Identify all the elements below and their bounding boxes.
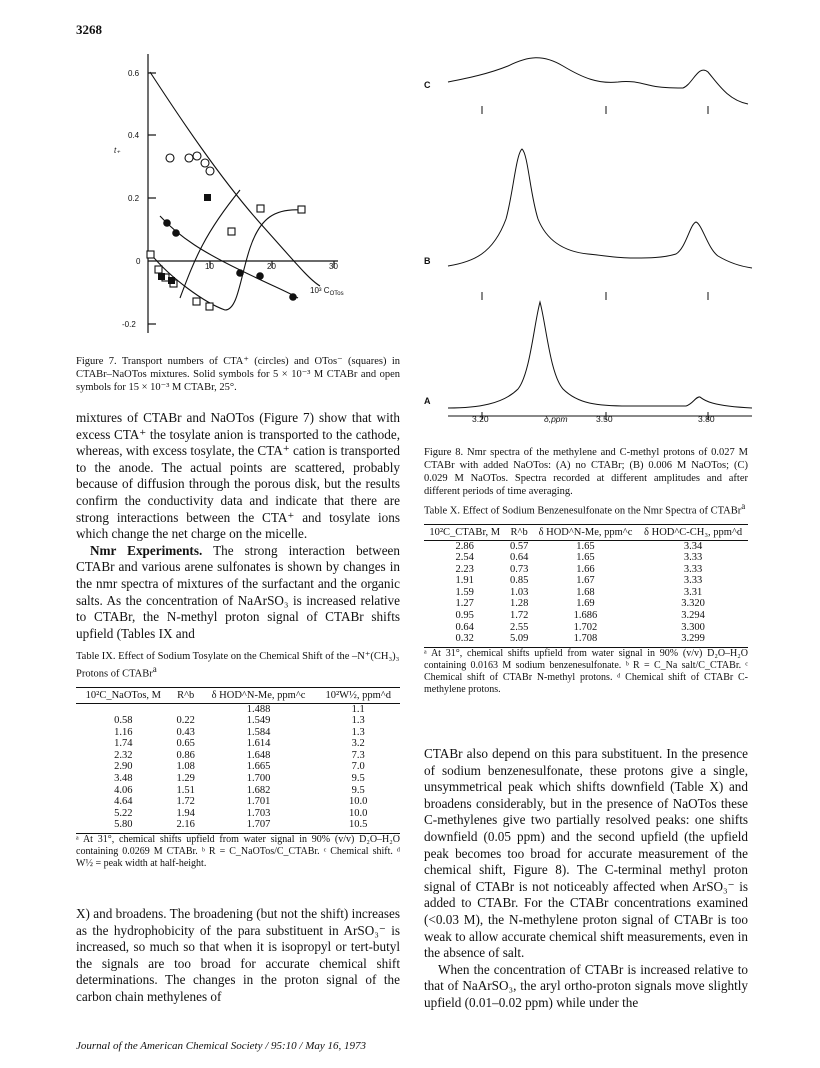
journal-footer: Journal of the American Chemical Society / 95:10 / May 16, 1973 [76, 1040, 367, 1052]
table-cell: 7.3 [351, 749, 365, 761]
table-cell: 0.86 [176, 749, 195, 761]
column-header: R^b [510, 526, 528, 538]
table-cell: 1.549 [246, 715, 271, 727]
column-header: 10²W½, ppm^d [325, 689, 391, 701]
table-cell: 1.665 [246, 761, 271, 773]
table-cell: 3.299 [681, 633, 705, 645]
left-column-lower [76, 906, 400, 1006]
table-cell: 1.700 [246, 773, 271, 785]
table-cell: 1.686 [573, 610, 598, 622]
table-cell: 1.702 [573, 621, 598, 633]
table-cell: 3.48 [114, 773, 133, 785]
table-row [76, 796, 400, 808]
x-tick-3.50: 3.50 [596, 414, 613, 424]
table-row [76, 808, 400, 820]
table-cell [171, 703, 201, 715]
table-row [424, 587, 748, 599]
table-cell: 5.09 [509, 633, 529, 645]
table-row [76, 819, 400, 831]
table-cell: 0.73 [509, 563, 529, 575]
table-cell [76, 703, 171, 715]
table-cell: 1.701 [246, 796, 271, 808]
paragraph: Nmr Experiments. The strong interaction between CTABr and various arene sulfonates is shown by changes in the nmr spectra of mixtures of the surfactant and the organic salts. As the concentration of NaArSO₃ is increased relative to CTABr, the N-methyl proton signal of CTABr shifts upfield (Tables IX and [76, 542, 401, 641]
x-tick-20: 20 [267, 262, 276, 271]
table-cell: 0.95 [455, 610, 474, 622]
column-header: δ HOD^N-Me, ppm^c [211, 689, 306, 701]
column-header: δ HOD^C-CH₃, ppm^d [644, 526, 743, 538]
figure-8-caption: Figure 8. Nmr spectra of the methylene and C-methyl protons of 0.027 M CTABr with added NaOTos: (A) no CTABr; (B) 0.006 M NaOTos; (C) 0.029 M NaOTos. Spectra recorded at different amplitudes and after different periods of time averaging. [424, 447, 748, 497]
table-cell: 9.5 [351, 784, 365, 796]
table-cell: 3.33 [683, 563, 703, 575]
table-cell: 0.43 [176, 726, 195, 738]
table-ix-footnote: ᵃ At 31°, chemical shifts upfield from water signal in 90% (v/v) D₂O–H₂O containing 0.0269 M CTABr. ᵇ R = C_NaOTos/C_CTABr. ᶜ Chemical shift. ᵈ W½ = peak width at half-height. [76, 834, 400, 870]
table-ix-data [76, 687, 400, 832]
table-cell: 0.65 [176, 738, 195, 750]
column-header: δ HOD^N-Me, ppm^c [538, 526, 633, 538]
table-cell: 3.320 [681, 598, 705, 610]
table-x [424, 500, 748, 697]
figure-8-spectra [418, 44, 758, 424]
y-axis-label: t₊ [114, 146, 121, 155]
table-cell: 2.90 [114, 761, 133, 773]
x-tick-30: 30 [329, 262, 338, 271]
table-row [76, 703, 400, 715]
y-tick-0.6: 0.6 [128, 69, 140, 78]
table-cell: 1.72 [509, 610, 529, 622]
table-row [424, 633, 748, 645]
table-cell: 1.03 [509, 586, 529, 598]
table-cell: 1.69 [576, 598, 595, 610]
table-ix-title: Table IX. Effect of Sodium Tosylate on the Chemical Shift of the –N⁺(CH₃)₃ Protons of CTABr$^a$ [76, 651, 400, 680]
table-cell: 1.65 [576, 540, 595, 552]
table-cell: 1.94 [176, 807, 195, 819]
table-cell: 1.66 [576, 563, 595, 575]
table-cell: 3.33 [683, 575, 703, 587]
table-row [76, 761, 400, 773]
table-cell: 2.54 [455, 552, 474, 564]
table-ix [76, 650, 400, 871]
table-cell: 10.0 [349, 796, 368, 808]
table-cell: 1.91 [455, 575, 474, 587]
figure-7-caption: Figure 7. Transport numbers of CTA⁺ (circles) and OTos⁻ (squares) in CTABr–NaOTos mixtures. Solid symbols for 5 × 10⁻³ M CTABr and open symbols for 15 × 10⁻³ M CTABr, 25°. [76, 356, 401, 393]
table-cell: 1.584 [246, 726, 271, 738]
table-cell: 1.682 [246, 784, 271, 796]
y-tick-0.2: 0.2 [128, 194, 140, 203]
table-cell: 10.5 [349, 819, 368, 831]
table-row [424, 575, 748, 587]
table-cell: 5.80 [114, 819, 133, 831]
table-row [424, 564, 748, 576]
left-column-upper [76, 410, 400, 642]
trace-label-c: C [424, 80, 431, 90]
table-cell: 9.5 [351, 773, 365, 785]
x-axis-label: 10³ $C_{OTos}$ [310, 286, 344, 297]
table-cell: 1.3 [351, 726, 365, 738]
table-cell: 4.06 [114, 784, 133, 796]
paragraph: CTABr also depend on this para substituent. In the presence of sodium benzenesulfonate, these protons give a single, unsymmetrical peak which shifts downfield (Table X) and broadens considerably, but in the presence of NaOTos these C-methylenes give two partially resolved peaks: one shifts downfield (0.05 ppm) and the second upfield (the upfield peak becomes too broad for accurate measurement of the chemical shift, Figure 8). The C-terminal methyl proton signal of CTABr is not noticeably affected when ArSO₃⁻ is added to CTABr. For the CTABr concentrations examined (<0.03 M), the N-methylene proton signal of CTABr is too weak to allow accurate chemical shift measurements, even in the absence of salt. [424, 746, 748, 961]
table-row [76, 773, 400, 785]
table-cell: 1.72 [176, 796, 195, 808]
table-cell: 7.0 [351, 761, 365, 773]
table-cell: 1.59 [455, 586, 474, 598]
table-cell: 0.57 [509, 540, 529, 552]
trace-label-b: B [424, 256, 431, 266]
x-axis-label: δ,ppm [544, 414, 568, 424]
table-cell: 3.2 [351, 738, 365, 750]
table-cell: 1.28 [509, 598, 529, 610]
x-tick-10: 10 [205, 262, 214, 271]
table-cell: 5.22 [114, 807, 133, 819]
table-cell: 1.1 [351, 703, 365, 715]
table-row [76, 727, 400, 739]
table-x-footnote: ᵃ At 31°, chemical shifts upfield from water signal in 90% (v/v) D₂O–H₂O containing 0.0163 M sodium benzenesulfonate. ᵇ R = C_Na salt/C_CTABr. ᶜ Chemical shift of CTABr N-methyl protons. ᵈ Chemical shift of CTABr C-methylene protons. [424, 647, 748, 696]
table-cell: 0.64 [509, 552, 529, 564]
table-cell: 1.65 [576, 552, 595, 564]
table-row [424, 598, 748, 610]
table-cell: 4.64 [114, 796, 133, 808]
y-tick-0.4: 0.4 [128, 131, 140, 140]
table-cell: 3.31 [683, 586, 703, 598]
table-cell: 1.708 [573, 633, 598, 645]
table-cell: 1.08 [176, 761, 195, 773]
table-cell: 10.0 [349, 807, 368, 819]
table-cell: 1.614 [246, 738, 271, 750]
table-x-title: Table X. Effect of Sodium Benzenesulfonate on the Nmr Spectra of CTABr$^a$ [424, 501, 746, 517]
table-cell: 2.55 [509, 621, 529, 633]
table-cell: 1.707 [246, 819, 271, 831]
x-tick-3.80: 3.80 [698, 414, 715, 424]
table-cell: 1.67 [576, 575, 595, 587]
table-cell: 1.488 [246, 703, 271, 715]
table-cell: 1.648 [246, 749, 271, 761]
table-cell: 0.85 [509, 575, 529, 587]
table-cell: 1.68 [576, 586, 595, 598]
table-row [76, 715, 400, 727]
table-cell: 0.58 [114, 715, 133, 727]
table-cell: 3.300 [681, 621, 705, 633]
right-column-text [424, 746, 748, 1012]
table-cell: 1.703 [246, 807, 271, 819]
figure-7-plot [110, 48, 360, 338]
table-cell: 1.29 [176, 773, 195, 785]
table-cell: 2.32 [114, 749, 133, 761]
table-cell: 1.16 [114, 726, 133, 738]
table-cell: 1.74 [114, 738, 133, 750]
table-x-data [424, 524, 748, 645]
table-row [424, 622, 748, 634]
table-cell: 3.33 [683, 552, 703, 564]
table-cell: 3.294 [681, 610, 705, 622]
table-cell: 0.22 [176, 715, 195, 727]
table-row [76, 738, 400, 750]
y-tick-neg0.2: -0.2 [122, 320, 136, 329]
table-row [424, 610, 748, 622]
table-cell: 1.27 [455, 598, 474, 610]
table-row [76, 750, 400, 762]
page-number: 3268 [76, 22, 102, 37]
table-cell: 1.3 [351, 715, 365, 727]
paragraph: X) and broadens. The broadening (but not the shift) increases as the hydrophobicity of the para substituent in ArSO₃⁻ is increased, so much so that when it is isopropyl or tert-butyl the signals are too broad for accurate chemical shift determinations. The changes in the proton signal of the carbon chain methylenes of [76, 906, 400, 1004]
table-row [76, 785, 400, 797]
y-tick-0: 0 [136, 257, 141, 266]
paragraph: When the concentration of CTABr is increased relative to that of NaArSO₃, the aryl ortho-proton signals move slightly upfield (0.01–0.02 ppm) while under the [424, 961, 748, 1010]
table-cell: 2.16 [176, 819, 195, 831]
x-tick-3.20: 3.20 [472, 414, 489, 424]
trace-label-a: A [424, 396, 431, 406]
table-cell: 1.51 [176, 784, 195, 796]
table-cell: 0.32 [455, 633, 474, 645]
table-row [424, 540, 748, 552]
column-header: 10²C_NaOTos, M [85, 689, 162, 701]
table-cell: 0.64 [455, 621, 474, 633]
paragraph: mixtures of CTABr and NaOTos (Figure 7) show that with excess CTA⁺ the tosylate anion is transported to the cathode, whereas, with excess tosylate, the CTA⁺ cation is transported to the anode. The actual points are scattered, probably because of diffusion through the porous disk, but the results confirm the conductivity data and indicate that there are strong interactions between the CTA⁺ and tosylate ions which change the net charge on the micelle. [76, 410, 400, 542]
column-header: R^b [177, 689, 195, 701]
table-row [424, 552, 748, 564]
table-cell: 2.23 [455, 563, 474, 575]
table-cell: 3.34 [683, 540, 703, 552]
table-cell: 2.86 [455, 540, 474, 552]
column-header: 10²C_CTABr, M [429, 526, 501, 538]
